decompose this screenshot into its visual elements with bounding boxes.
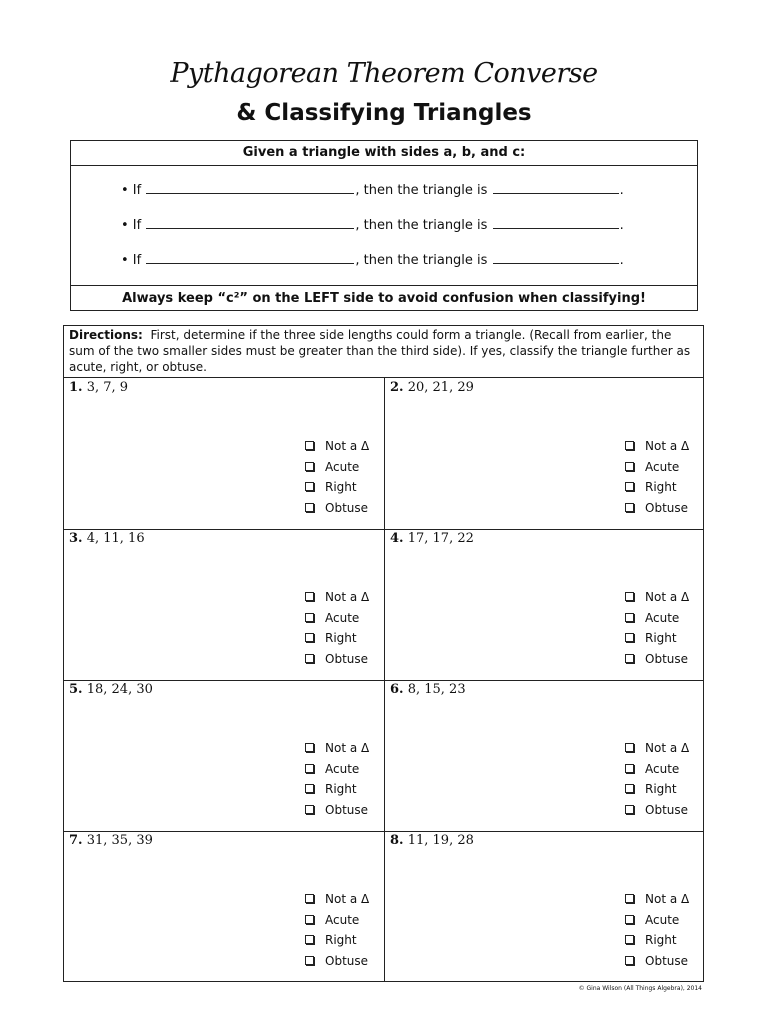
problem-number: 6. — [390, 682, 404, 697]
problems-grid — [63, 325, 704, 982]
option-row[interactable] — [625, 628, 689, 649]
checkbox-icon[interactable] — [305, 805, 314, 814]
option-row[interactable] — [625, 779, 689, 800]
classification-options — [305, 587, 369, 669]
option-row[interactable] — [305, 889, 369, 910]
checkbox-icon[interactable] — [625, 915, 634, 924]
rules-reminder: Always keep “c²” on the LEFT side to avoid confusion when classifying! — [71, 285, 697, 310]
option-label: Obtuse — [325, 651, 369, 666]
checkbox-icon[interactable] — [625, 592, 634, 601]
option-row[interactable] — [305, 779, 369, 800]
option-label: Obtuse — [645, 651, 689, 666]
option-label: Obtuse — [645, 953, 689, 968]
option-row[interactable] — [625, 930, 689, 951]
checkbox-icon[interactable] — [625, 482, 634, 491]
rule-then-text: , then the triangle is — [355, 218, 488, 233]
problem-sides: 17, 17, 22 — [407, 531, 474, 546]
option-label: Not a Δ — [325, 590, 370, 604]
option-label: Obtuse — [645, 802, 689, 817]
classification-options — [305, 738, 369, 820]
rule-end-text: . — [619, 253, 624, 268]
problem-number: 7. — [69, 833, 83, 848]
problem-label — [69, 380, 128, 395]
option-row[interactable] — [305, 436, 369, 457]
option-row[interactable] — [625, 759, 689, 780]
worksheet-subtitle: & Classifying Triangles — [236, 100, 532, 126]
option-row[interactable] — [625, 951, 689, 972]
checkbox-icon[interactable] — [305, 482, 314, 491]
problem-cell — [64, 680, 384, 831]
problem-number: 3. — [69, 531, 83, 546]
option-row[interactable] — [305, 608, 369, 629]
checkbox-icon[interactable] — [305, 503, 314, 512]
worksheet-title: Pythagorean Theorem Converse — [170, 58, 598, 89]
problem-label — [69, 531, 145, 546]
rules-lines — [71, 166, 697, 287]
option-label: Not a Δ — [325, 741, 370, 755]
condition-blank[interactable] — [146, 253, 354, 264]
option-label: Right — [325, 631, 357, 645]
option-row[interactable] — [625, 800, 689, 821]
option-row[interactable] — [305, 951, 369, 972]
option-row[interactable] — [305, 457, 369, 478]
problem-label — [390, 682, 466, 697]
rule-line — [121, 253, 624, 269]
classification-options — [305, 436, 369, 518]
problem-number: 1. — [69, 380, 83, 395]
option-label: Obtuse — [325, 802, 369, 817]
problem-cell — [385, 680, 703, 831]
classification-blank[interactable] — [493, 218, 619, 229]
option-label: Not a Δ — [645, 439, 690, 453]
condition-blank[interactable] — [146, 183, 354, 194]
checkbox-icon[interactable] — [625, 956, 634, 965]
option-label: Acute — [325, 761, 360, 776]
option-row[interactable] — [305, 800, 369, 821]
problem-label — [390, 380, 474, 395]
problem-sides: 31, 35, 39 — [86, 833, 153, 848]
option-label: Acute — [325, 610, 360, 625]
option-label: Right — [325, 480, 357, 494]
checkbox-icon[interactable] — [625, 503, 634, 512]
problem-sides: 11, 19, 28 — [407, 833, 474, 848]
directions-label: Directions: — [69, 328, 143, 342]
option-row[interactable] — [625, 498, 689, 519]
option-row[interactable] — [625, 889, 689, 910]
option-label: Right — [325, 933, 357, 947]
option-row[interactable] — [625, 436, 689, 457]
problem-sides: 18, 24, 30 — [86, 682, 153, 697]
rule-if-text: • If — [121, 218, 142, 233]
checkbox-icon[interactable] — [305, 462, 314, 471]
option-label: Obtuse — [645, 500, 689, 515]
problem-sides: 3, 7, 9 — [86, 380, 129, 395]
problem-cell — [385, 831, 703, 982]
checkbox-icon[interactable] — [305, 894, 314, 903]
option-label: Obtuse — [325, 500, 369, 515]
problem-label — [69, 833, 153, 848]
option-label: Not a Δ — [645, 590, 690, 604]
option-label: Acute — [645, 459, 680, 474]
rules-heading: Given a triangle with sides a, b, and c: — [71, 141, 697, 166]
checkbox-icon[interactable] — [625, 613, 634, 622]
problem-cell — [64, 529, 384, 680]
checkbox-icon[interactable] — [625, 894, 634, 903]
rule-end-text: . — [619, 183, 624, 198]
option-label: Not a Δ — [645, 892, 690, 906]
option-label: Acute — [645, 912, 680, 927]
directions-text: First, determine if the three side lengths could form a triangle. (Recall from earlier, the sum of the two smaller sides must be greater than the third side). If yes, classify the triangle further as acute, right, or obtuse. — [69, 328, 691, 374]
checkbox-icon[interactable] — [305, 633, 314, 642]
classification-options — [625, 889, 689, 971]
problem-cell — [64, 831, 384, 982]
option-label: Acute — [645, 761, 680, 776]
option-row[interactable] — [305, 930, 369, 951]
classification-options — [625, 738, 689, 820]
rule-line — [121, 183, 624, 199]
problem-label — [69, 682, 153, 697]
problem-number: 4. — [390, 531, 404, 546]
option-label: Acute — [645, 610, 680, 625]
option-label: Acute — [325, 912, 360, 927]
converse-rules-box — [70, 140, 698, 311]
checkbox-icon[interactable] — [305, 654, 314, 663]
option-row[interactable] — [625, 910, 689, 931]
problem-sides: 8, 15, 23 — [407, 682, 466, 697]
checkbox-icon[interactable] — [625, 743, 634, 752]
option-row[interactable] — [305, 649, 369, 670]
copyright: © Gina Wilson (All Things Algebra), 2014 — [578, 985, 702, 992]
rule-end-text: . — [619, 218, 624, 233]
option-label: Obtuse — [325, 953, 369, 968]
checkbox-icon[interactable] — [305, 743, 314, 752]
option-row[interactable] — [305, 498, 369, 519]
option-label: Not a Δ — [325, 892, 370, 906]
problem-cell — [64, 378, 384, 529]
option-label: Right — [645, 933, 677, 947]
option-row[interactable] — [625, 738, 689, 759]
checkbox-icon[interactable] — [625, 462, 634, 471]
problem-number: 5. — [69, 682, 83, 697]
checkbox-icon[interactable] — [625, 764, 634, 773]
directions — [64, 326, 703, 378]
problem-number: 2. — [390, 380, 404, 395]
option-label: Right — [645, 631, 677, 645]
checkbox-icon[interactable] — [305, 764, 314, 773]
option-label: Acute — [325, 459, 360, 474]
option-row[interactable] — [625, 649, 689, 670]
checkbox-icon[interactable] — [625, 935, 634, 944]
rule-if-text: • If — [121, 183, 142, 198]
option-label: Right — [645, 480, 677, 494]
checkbox-icon[interactable] — [625, 441, 634, 450]
classification-blank[interactable] — [493, 253, 619, 264]
option-row[interactable] — [305, 759, 369, 780]
rule-line — [121, 218, 624, 234]
classification-options — [305, 889, 369, 971]
option-row[interactable] — [625, 587, 689, 608]
option-row[interactable] — [305, 738, 369, 759]
option-row[interactable] — [625, 457, 689, 478]
classification-blank[interactable] — [493, 183, 619, 194]
option-row[interactable] — [305, 477, 369, 498]
checkbox-icon[interactable] — [305, 784, 314, 793]
option-row[interactable] — [625, 477, 689, 498]
rule-then-text: , then the triangle is — [355, 253, 488, 268]
checkbox-icon[interactable] — [305, 915, 314, 924]
option-row[interactable] — [305, 910, 369, 931]
checkbox-icon[interactable] — [305, 592, 314, 601]
problem-cell — [385, 378, 703, 529]
option-row[interactable] — [625, 608, 689, 629]
problem-sides: 20, 21, 29 — [407, 380, 474, 395]
checkbox-icon[interactable] — [625, 784, 634, 793]
option-label: Not a Δ — [645, 741, 690, 755]
problem-cell — [385, 529, 703, 680]
option-row[interactable] — [305, 587, 369, 608]
rule-if-text: • If — [121, 253, 142, 268]
classification-options — [625, 436, 689, 518]
checkbox-icon[interactable] — [305, 613, 314, 622]
classification-options — [625, 587, 689, 669]
problem-label — [390, 531, 474, 546]
option-row[interactable] — [305, 628, 369, 649]
problem-label — [390, 833, 474, 848]
option-label: Right — [645, 782, 677, 796]
checkbox-icon[interactable] — [625, 654, 634, 663]
rule-then-text: , then the triangle is — [355, 183, 488, 198]
option-label: Right — [325, 782, 357, 796]
problem-sides: 4, 11, 16 — [86, 531, 145, 546]
checkbox-icon[interactable] — [625, 805, 634, 814]
checkbox-icon[interactable] — [625, 633, 634, 642]
condition-blank[interactable] — [146, 218, 354, 229]
option-label: Not a Δ — [325, 439, 370, 453]
checkbox-icon[interactable] — [305, 956, 314, 965]
problem-number: 8. — [390, 833, 404, 848]
checkbox-icon[interactable] — [305, 935, 314, 944]
checkbox-icon[interactable] — [305, 441, 314, 450]
